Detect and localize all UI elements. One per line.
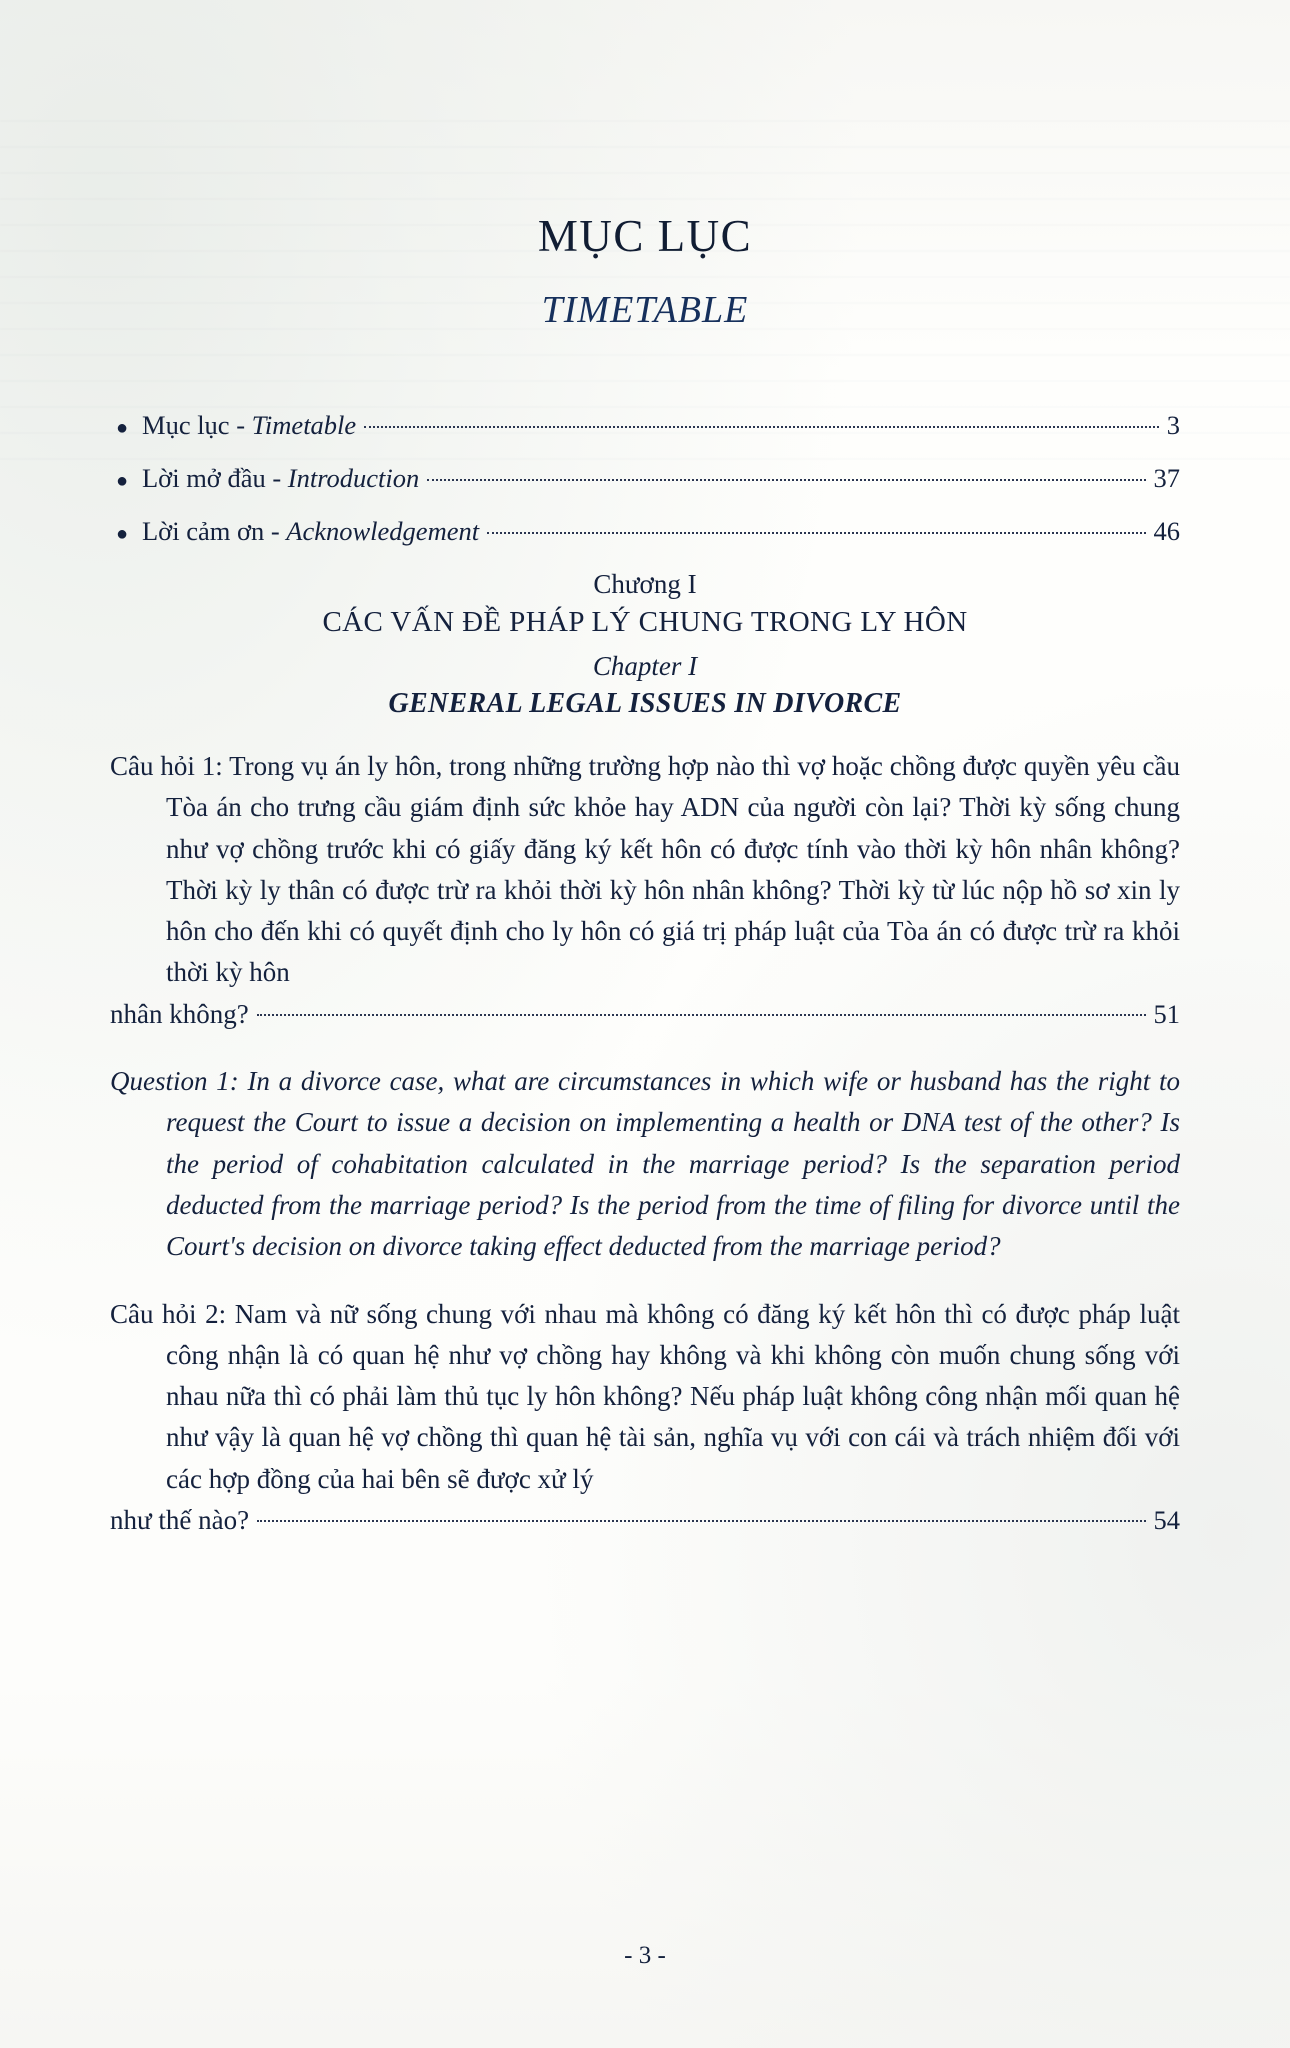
- leader-dots: [257, 1014, 1146, 1016]
- toc-question-page: 51: [1153, 998, 1180, 1029]
- bullet-icon: ●: [116, 417, 129, 439]
- toc-question-tail: nhân không?: [110, 998, 249, 1029]
- chapter-label-vn: Chương I: [593, 569, 697, 599]
- chapter-heading: [110, 569, 1180, 720]
- toc-entry-label-vn: Mục lục -: [142, 410, 252, 440]
- toc-entry-page: 3: [1166, 410, 1180, 440]
- toc-question-leader: [110, 1500, 1180, 1541]
- chapter-title-en: GENERAL LEGAL ISSUES IN DIVORCE: [388, 688, 902, 719]
- toc-question-text: Question 1: In a divorce case, what are circumstances in which wife or husband has the right to request the Court to issue a decision on implementing a health or DNA test of the other? Is the period of cohabitation calculated in the marriage period? Is the separation period deducted from the marriage period? Is the period from the time of filing for divorce until the Court's decision on divorce taking effect deducted from the marriage period?: [110, 1066, 1180, 1262]
- toc-entry-page: 37: [1153, 463, 1180, 493]
- leader-dots: [427, 479, 1145, 481]
- toc-entry-label: [142, 463, 419, 494]
- bullet-icon: ●: [116, 523, 129, 545]
- toc-question-leader: [110, 994, 1180, 1035]
- toc-entry-label: [142, 516, 479, 547]
- leader-dots: [364, 426, 1159, 428]
- toc-entry-introduction[interactable]: [110, 463, 1180, 494]
- bullet-icon: ●: [116, 470, 129, 492]
- toc-entry-page: 46: [1153, 516, 1180, 546]
- leader-dots: [257, 1520, 1145, 1522]
- leader-dots: [487, 532, 1145, 534]
- chapter-title-vn: CÁC VẤN ĐỀ PHÁP LÝ CHUNG TRONG LY HÔN: [322, 606, 968, 638]
- page-content: [110, 0, 1180, 2048]
- toc-entry-acknowledgement[interactable]: [110, 516, 1180, 547]
- toc-entry-label: [142, 410, 356, 441]
- toc-list: [110, 410, 1180, 547]
- toc-question-text: Câu hỏi 2: Nam và nữ sống chung với nhau mà không có đăng ký kết hôn thì có được pháp luật công nhận là có quan hệ như vợ chồng hay không và khi không còn muốn chung sống với nhau nữa thì có phải làm thủ tục ly hôn không? Nếu pháp luật không công nhận mối quan hệ như vậy là quan hệ vợ chồng thì quan hệ tài sản, nghĩa vụ với con cái và trách nhiệm đối với các hợp đồng của hai bên sẽ được xử lý: [110, 1298, 1180, 1494]
- toc-question-page: 54: [1153, 1505, 1180, 1536]
- toc-question-text: Câu hỏi 1: Trong vụ án ly hôn, trong những trường hợp nào thì vợ hoặc chồng được quyền yêu cầu Tòa án cho trưng cầu giám định sức khỏe hay ADN của người còn lại? Thời kỳ sống chung như vợ chồng trước khi có giấy đăng ký kết hôn có được tính vào thời kỳ hôn nhân không? Thời kỳ ly thân có được trừ ra khỏi thời kỳ hôn nhân không? Thời kỳ từ lúc nộp hồ sơ xin ly hôn cho đến khi có quyết định cho ly hôn có giá trị pháp luật của Tòa án có được trừ ra khỏi thời kỳ hôn: [110, 751, 1180, 988]
- toc-question-1-en[interactable]: [110, 1061, 1180, 1267]
- page-title: MỤC LỤC: [537, 211, 753, 261]
- toc-entry-label-en: Introduction: [287, 463, 420, 493]
- chapter-label-en: Chapter I: [592, 651, 698, 681]
- toc-question-tail: như thế nào?: [110, 1505, 250, 1536]
- toc-entry-label-en: Acknowledgement: [286, 516, 480, 546]
- toc-entry-timetable[interactable]: [110, 410, 1180, 441]
- toc-entry-label-vn: Lời mở đầu -: [142, 463, 288, 493]
- toc-question-1-vn[interactable]: [110, 746, 1180, 1035]
- toc-entry-label-vn: Lời cảm ơn -: [142, 516, 287, 546]
- page-subtitle: TIMETABLE: [541, 289, 749, 331]
- toc-entry-label-en: Timetable: [251, 410, 357, 440]
- page-number: - 3 -: [624, 1942, 666, 1969]
- toc-question-2-vn[interactable]: [110, 1294, 1180, 1542]
